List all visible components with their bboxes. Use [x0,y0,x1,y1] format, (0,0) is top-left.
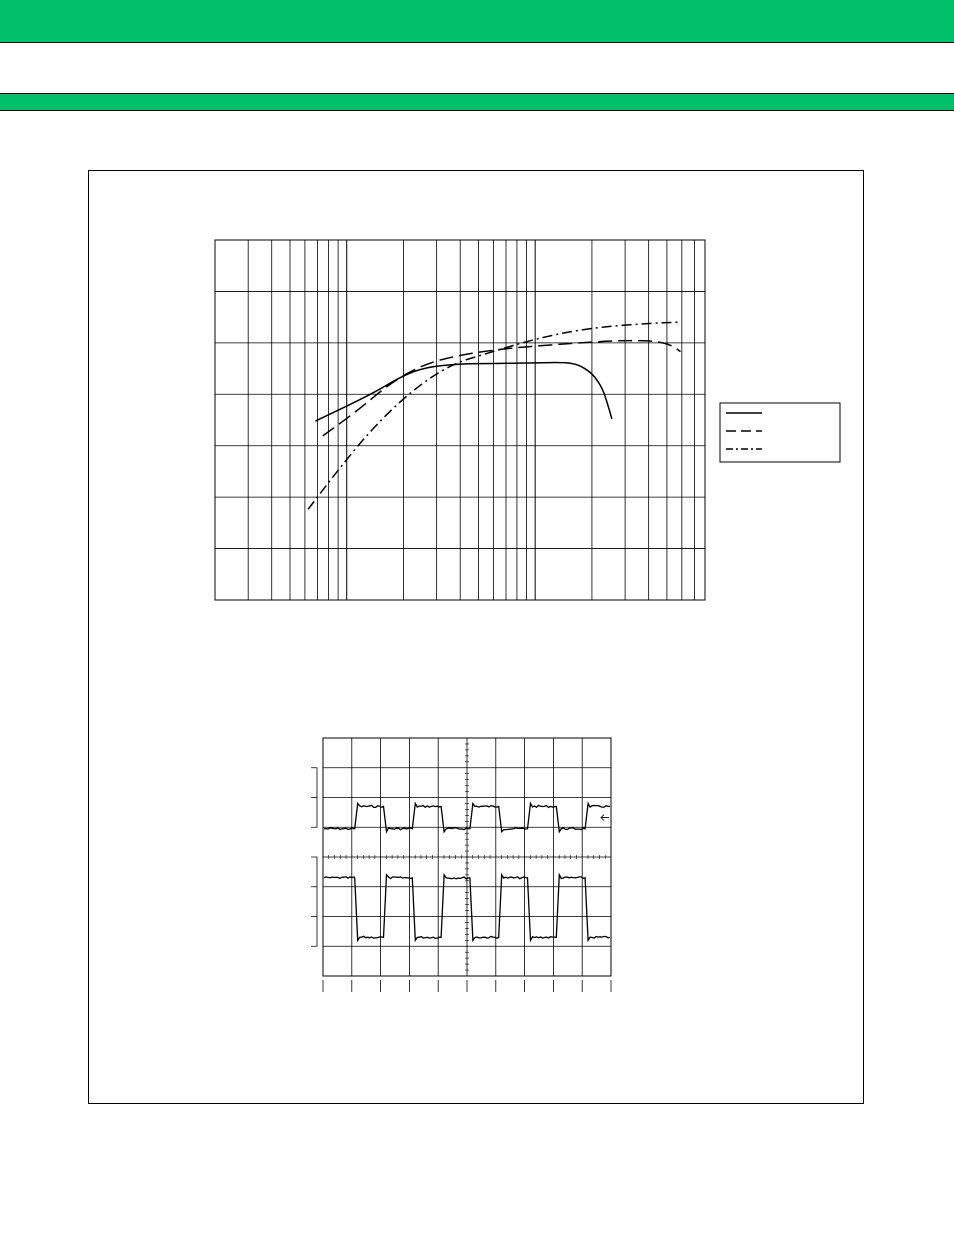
response-chart-grid [215,240,705,600]
series-line-2 [323,341,681,436]
response-chart [215,240,840,600]
trace-1-marker-arrow [601,815,609,821]
scope-chart-channel-brackets [311,768,317,947]
series-line-1 [315,363,611,422]
response-chart-legend [720,403,840,462]
response-chart-series [308,322,680,509]
scope-chart [311,738,611,992]
legend-box [720,403,840,462]
series-line-3 [308,322,680,509]
scope-chart-grid [323,738,611,992]
channel-2-bracket [311,857,317,946]
